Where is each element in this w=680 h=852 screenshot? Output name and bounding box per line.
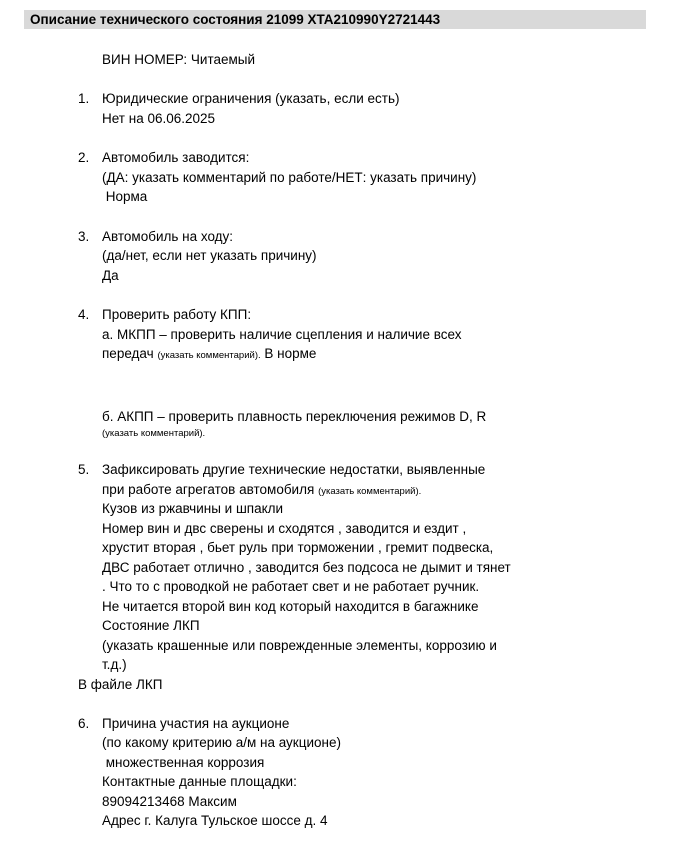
item-4b-comment-hint: (указать комментарий). xyxy=(102,428,206,439)
item-2-number: 2. xyxy=(78,150,90,165)
item-5-comment-line: Не читается второй вин код который находится в багажнике xyxy=(102,599,479,614)
item-4a-line-2 xyxy=(102,345,316,365)
item-3-number: 3. xyxy=(78,229,90,244)
document-title: Описание технического состояния 21099 XTA210990Y2721443 xyxy=(30,12,441,27)
item-6-hint: (по какому критерию а/м на аукционе) xyxy=(102,735,341,750)
item-5-line-1: Зафиксировать другие технические недостатки, выявленные xyxy=(102,462,486,477)
paint-condition-hint-2: т.д.) xyxy=(102,657,127,672)
contacts-label: Контактные данные площадки: xyxy=(102,774,297,789)
item-3-question: Автомобиль на ходу: xyxy=(102,229,234,244)
vin-line: ВИН НОМЕР: Читаемый xyxy=(102,52,256,67)
contact-phone: 89094213468 Максим xyxy=(102,794,237,809)
address-line: Адрес г. Калуга Тульское шоссе д. 4 xyxy=(102,813,328,828)
item-5-comment-line: хрустит вторая , бьет руль при торможении , гремит подвеска, xyxy=(102,540,494,555)
item-4-question: Проверить работу КПП: xyxy=(102,307,252,322)
item-5-comment-line: Кузов из ржавчины и шпакли xyxy=(102,501,284,516)
item-2-answer: Норма xyxy=(102,189,148,204)
paint-condition-hint-1: (указать крашенные или поврежденные элементы, коррозию и xyxy=(102,638,497,653)
item-6-answer: множественная коррозия xyxy=(102,755,265,770)
item-5-line-2 xyxy=(102,481,421,501)
item-4a-text: передач xyxy=(102,346,154,361)
item-6-question: Причина участия на аукционе xyxy=(102,716,290,731)
item-4a-answer: В норме xyxy=(264,346,317,361)
item-2-question: Автомобиль заводится: xyxy=(102,150,250,165)
item-5-text: при работе агрегатов автомобиля xyxy=(102,482,315,497)
item-4a-comment-hint: (указать комментарий). xyxy=(157,350,261,361)
item-5-number: 5. xyxy=(78,462,90,477)
item-1-question: Юридические ограничения (указать, если есть) xyxy=(102,91,400,106)
paint-condition-answer: В файле ЛКП xyxy=(78,677,163,692)
item-2-hint: (ДА: указать комментарий по работе/НЕТ: указать причину) xyxy=(102,170,477,185)
item-1-answer: Нет на 06.06.2025 xyxy=(102,111,216,126)
item-1-number: 1. xyxy=(78,91,90,106)
item-5-comment-line: . Что то с проводкой не работает свет и не работает ручник. xyxy=(102,579,480,594)
item-6-number: 6. xyxy=(78,716,90,731)
item-4a-line-1: а. МКПП – проверить наличие сцепления и наличие всех xyxy=(102,327,462,342)
item-4-number: 4. xyxy=(78,307,90,322)
paint-condition-label: Состояние ЛКП xyxy=(102,618,200,633)
item-5-comment-line: ДВС работает отлично , заводится без подсоса не дымит и тянет xyxy=(102,560,511,575)
item-5-comment-line: Номер вин и двс сверены и сходятся , заводится и ездит , xyxy=(102,521,467,536)
item-5-comment-hint: (указать комментарий). xyxy=(318,486,422,497)
item-3-hint: (да/нет, если нет указать причину) xyxy=(102,248,317,263)
item-4b-line-1: б. АКПП – проверить плавность переключения режимов D, R xyxy=(102,409,487,424)
item-3-answer: Да xyxy=(102,268,119,283)
